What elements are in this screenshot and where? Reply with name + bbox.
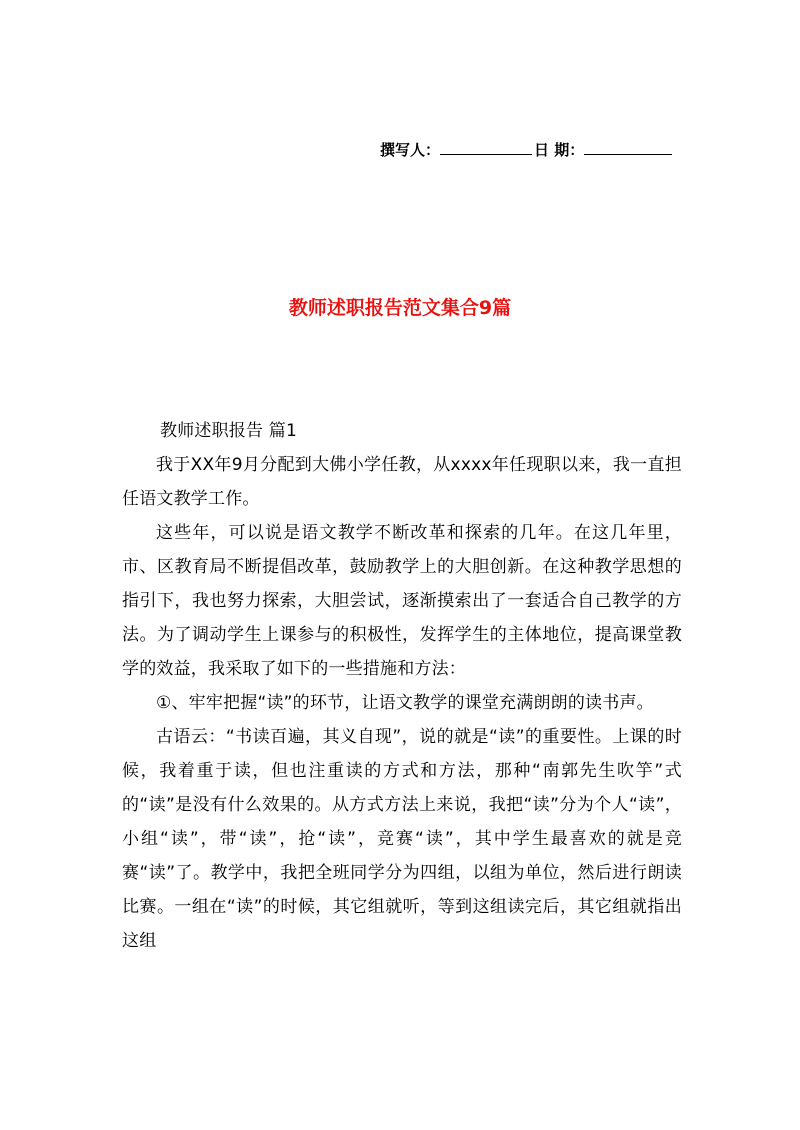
paragraph: ①、牢牢把握“读”的环节，让语文教学的课堂充满朗朗的读书声。 [156, 693, 654, 713]
paragraph: 古语云：“书读百遍，其义自现”，说的就是“读”的重要性。上课的时候，我着重于读，但也注重读的方式和方法，那种“南郭先生吹竽”式的“读”是没有什么效果的。从方式方法上来说，我把“读”分为个人“读”，小组“读”，带“读”，抢“读”，竞赛“读”，其中学生最喜欢的就是竞赛“读”了。教学中，我把全班同学分为四组，以组为单位，然后进行朗读比赛。一组在“读”的时候，其它组就听，等到这组读完后，其它组就指出这组 [122, 727, 682, 951]
date-blank [584, 140, 672, 155]
section-heading: 教师述职报告 篇1 [160, 421, 298, 441]
paragraph: 我于XX年9月分配到大佛小学任教，从xxxx年任现职以来，我一直担任语文教学工作。 [122, 455, 682, 509]
author-blank [440, 140, 532, 155]
document-title: 教师述职报告范文集合9篇 [288, 297, 512, 319]
date-label: 日 期： [534, 141, 585, 159]
document-body [122, 414, 682, 958]
paragraph: 这些年，可以说是语文教学不断改革和探索的几年。在这几年里，市、区教育局不断提倡改革，鼓励教学上的大胆创新。在这种教学思想的指引下，我也努力探索，大胆尝试，逐渐摸索出了一套适合自己教学的方法。为了调动学生上课参与的积极性，发挥学生的主体地位，提高课堂教学的效益，我采取了如下的一些措施和方法： [122, 523, 682, 679]
author-label: 撰写人： [380, 141, 441, 159]
author-date-line [380, 139, 700, 161]
